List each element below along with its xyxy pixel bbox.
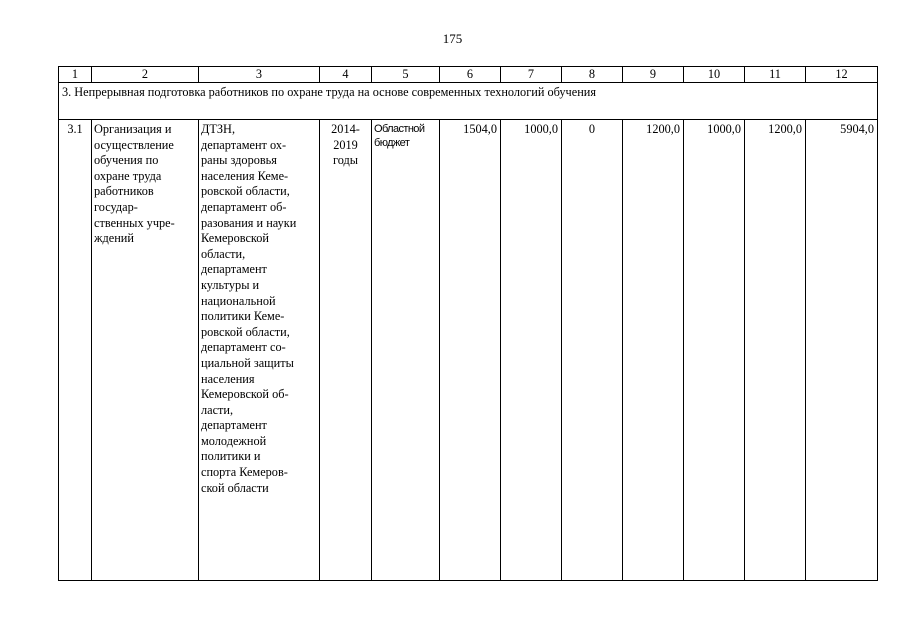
value-cell: 0 [562,120,623,581]
section-row [59,83,878,120]
column-number: 1 [59,67,92,83]
column-number: 8 [562,67,623,83]
funding-source-cell: Областной бюджет [372,120,440,581]
activity-cell: Организация и осуществление обучения по охране труда работников государ- ственных учре- ждений [92,120,199,581]
value-cell: 1504,0 [440,120,501,581]
column-number: 9 [623,67,684,83]
column-number: 4 [320,67,372,83]
value-cell: 1200,0 [745,120,806,581]
table-row [59,120,878,581]
column-number-row [59,67,878,83]
program-table [58,66,878,581]
column-number: 7 [501,67,562,83]
period-cell: 2014- 2019 годы [320,120,372,581]
value-cell: 1000,0 [684,120,745,581]
column-number: 12 [806,67,878,83]
executors-cell: ДТЗН, департамент ох- раны здоровья населения Кеме- ровской области, департамент об- разования и науки Кемеровской области, департамент культуры и национальной политики Кеме- ровской области, департамент со- циальной защиты населения Кемеровской об- ласти, департамент молодежной политики и спорта Кемеров- ской области [199,120,320,581]
value-cell: 1200,0 [623,120,684,581]
column-number: 10 [684,67,745,83]
total-cell: 5904,0 [806,120,878,581]
row-number: 3.1 [59,120,92,581]
column-number: 5 [372,67,440,83]
column-number: 11 [745,67,806,83]
page-number: 175 [442,31,463,46]
value-cell: 1000,0 [501,120,562,581]
column-number: 3 [199,67,320,83]
column-number: 6 [440,67,501,83]
section-title: 3. Непрерывная подготовка работников по охране труда на основе современных технологий обучения [59,83,878,120]
column-number: 2 [92,67,199,83]
